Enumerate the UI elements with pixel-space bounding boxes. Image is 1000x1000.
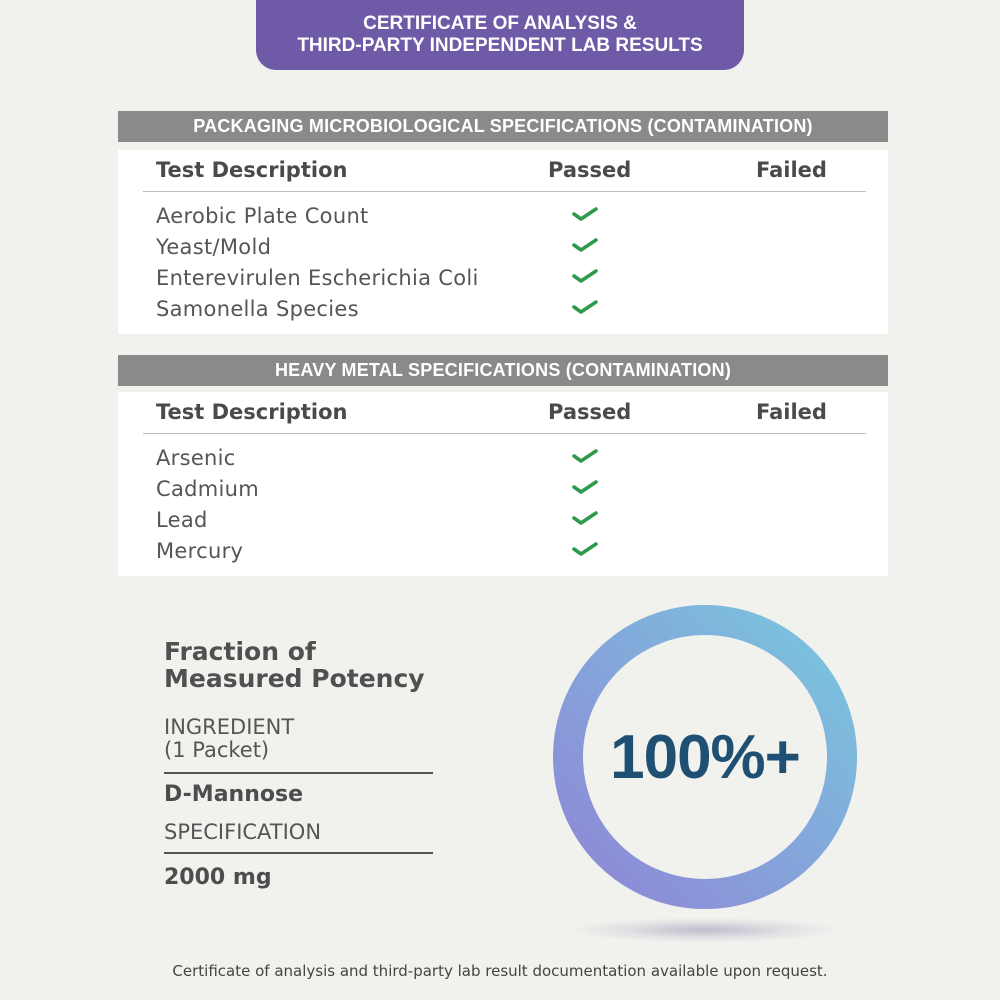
ingredient-label-line-2: (1 Packet) [164,738,270,762]
potency-title-line-1: Fraction of [164,637,316,666]
divider [164,772,433,774]
footer-note: Certificate of analysis and third-party lab result documentation available upon request. [172,962,828,980]
table-header [118,150,888,192]
check-icon [572,206,598,222]
potency-percent: 100%+ [610,722,800,792]
ring-shadow [575,918,835,942]
test-name: Lead [156,508,208,532]
header-divider [143,191,866,192]
table-row [118,232,888,263]
potency-title [164,638,425,692]
check-icon [572,479,598,495]
col-passed: Passed [548,158,632,182]
header-divider [143,433,866,434]
table-row [118,294,888,325]
check-icon [572,510,598,526]
microbiological-table [118,150,888,334]
table-row [118,474,888,505]
banner-line-1: CERTIFICATE OF ANALYSIS & [363,13,637,34]
check-icon [572,541,598,557]
ingredient-label [164,716,294,762]
table-row [118,536,888,567]
test-name: Enterevirulen Escherichia Coli [156,266,479,290]
check-icon [572,268,598,284]
microbiological-section-title: PACKAGING MICROBIOLOGICAL SPECIFICATIONS (CONTAMINATION) [118,111,888,142]
table-row [118,201,888,232]
test-name: Arsenic [156,446,236,470]
col-passed: Passed [548,400,632,424]
potency-title-line-2: Measured Potency [164,664,425,693]
table-header [118,392,888,434]
col-test-description: Test Description [156,158,348,182]
heavy-metal-section-title: HEAVY METAL SPECIFICATIONS (CONTAMINATION) [118,355,888,386]
col-test-description: Test Description [156,400,348,424]
check-icon [572,448,598,464]
table-row [118,505,888,536]
specification-label: SPECIFICATION [164,820,322,844]
col-failed: Failed [756,158,827,182]
table-row [118,263,888,294]
divider [164,852,433,854]
potency-ring [550,602,860,912]
ingredient-label-line-1: INGREDIENT [164,715,295,739]
table-row [118,443,888,474]
ingredient-value: D-Mannose [164,782,303,807]
test-name: Samonella Species [156,297,359,321]
check-icon [572,299,598,315]
heavy-metal-table [118,392,888,576]
test-name: Yeast/Mold [156,235,272,259]
header-banner [256,0,744,70]
banner-line-2: THIRD-PARTY INDEPENDENT LAB RESULTS [297,35,703,56]
col-failed: Failed [756,400,827,424]
test-name: Aerobic Plate Count [156,204,369,228]
test-name: Cadmium [156,477,260,501]
test-name: Mercury [156,539,244,563]
specification-value: 2000 mg [164,865,272,890]
check-icon [572,237,598,253]
